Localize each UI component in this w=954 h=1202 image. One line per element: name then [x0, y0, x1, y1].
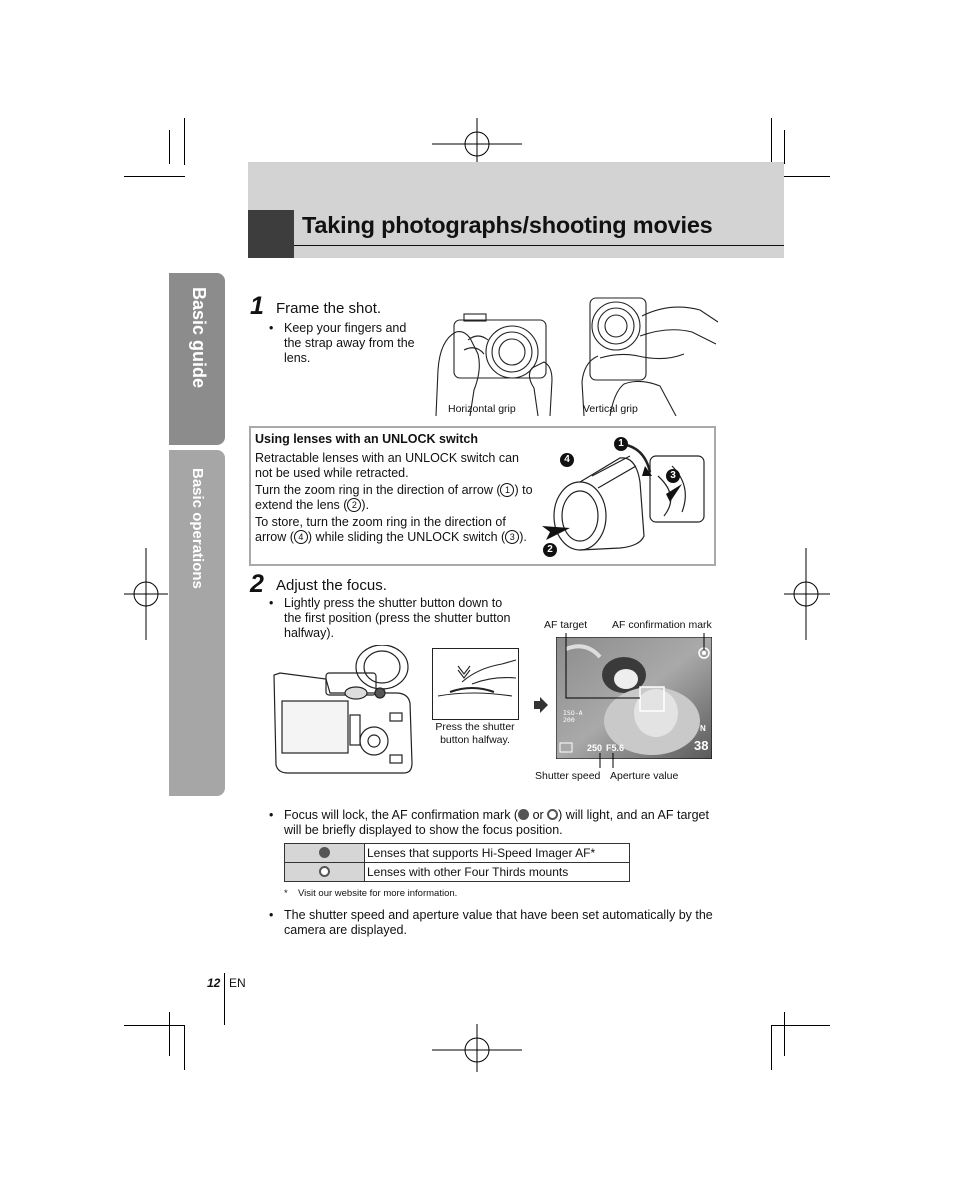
circled-number-4: 4 — [294, 530, 308, 544]
lcd-aperture: F5.6 — [606, 743, 625, 753]
text-fragment: ) while sliding the UNLOCK switch ( — [307, 530, 506, 544]
unlock-text-line: Retractable lenses with an UNLOCK switch can — [255, 451, 520, 465]
language-code: EN — [229, 976, 246, 990]
table-cell-text: Lenses with other Four Thirds mounts — [365, 863, 630, 882]
step-1-heading: Frame the shot. — [276, 300, 382, 317]
table-cell-icon — [285, 844, 365, 863]
lens-type-table — [284, 843, 630, 882]
focus-note-line — [284, 808, 709, 823]
focus-lock-note — [284, 808, 709, 838]
circled-number-3: 3 — [505, 530, 519, 544]
step-2-bullet-line: the first position (press the shutter button — [284, 611, 511, 625]
label-af-target: AF target — [544, 619, 588, 631]
step-1-bullet-line: the strap away from the — [284, 336, 415, 350]
caption-line: button halfway. — [440, 734, 510, 746]
table-row — [285, 844, 630, 863]
table-cell-icon — [285, 863, 365, 882]
text-fragment: Focus will lock, the AF confirmation mark ( — [284, 808, 519, 822]
label-aperture-value: Aperture value — [610, 770, 679, 782]
filled-dot-icon — [518, 809, 529, 820]
circled-number-1: 1 — [500, 483, 514, 497]
step-2-number: 2 — [250, 570, 264, 598]
text-fragment: arrow ( — [255, 530, 294, 544]
final-note-line: camera are displayed. — [284, 923, 407, 937]
lens-marker-4: 4 — [560, 453, 574, 467]
step-2-heading: Adjust the focus. — [276, 577, 387, 594]
final-note-line: • The shutter speed and aperture value that have been set automatically by the — [284, 908, 713, 922]
caption-line: Press the shutter — [435, 721, 515, 733]
text-fragment: ). — [519, 530, 527, 544]
page-number: 12 — [207, 976, 221, 990]
page-title: Taking photographs/shooting movies — [302, 212, 713, 238]
lcd-quality: N — [700, 724, 706, 733]
lcd-iso-line: ISO-A — [563, 709, 583, 717]
footer-divider — [224, 973, 225, 1025]
tab-basic-operations-label: Basic operations — [189, 468, 206, 589]
lcd-shots-remaining: 38 — [694, 738, 709, 753]
text-fragment: Turn the zoom ring in the direction of arrow ( — [255, 483, 501, 497]
footnote-marker: * — [284, 888, 288, 899]
circled-number-2: 2 — [347, 498, 361, 512]
focus-note-line: will be briefly displayed to show the focus position. — [284, 823, 563, 837]
label-shutter-speed: Shutter speed — [535, 770, 601, 782]
caption-horizontal-grip: Horizontal grip — [448, 403, 516, 415]
table-cell-text: Lenses that supports Hi-Speed Imager AF* — [365, 844, 630, 863]
unlock-text-line: not be used while retracted. — [255, 466, 409, 480]
ring-dot-icon — [319, 866, 330, 877]
lens-marker-1: 1 — [614, 437, 628, 451]
tab-basic-guide-label: Basic guide — [189, 287, 209, 389]
unlock-box-heading: Using lenses with an UNLOCK switch — [255, 432, 478, 446]
lcd-iso-line: 200 — [563, 716, 575, 724]
filled-dot-icon — [319, 847, 330, 858]
footnote-text: Visit our website for more information. — [298, 888, 458, 899]
step-2-bullet-line: halfway). — [284, 626, 335, 640]
label-af-confirmation-mark: AF confirmation mark — [612, 619, 712, 631]
step-1-bullet-line: lens. — [284, 351, 311, 365]
step-1-number: 1 — [250, 292, 264, 320]
step-1-bullet-line: • Keep your fingers and — [284, 321, 407, 335]
text-fragment: or — [529, 808, 548, 822]
lens-marker-2: 2 — [543, 543, 557, 557]
text-fragment: ). — [361, 498, 370, 512]
text-fragment: ) to — [514, 483, 533, 497]
ring-dot-icon — [547, 809, 558, 820]
text-fragment: extend the lens ( — [255, 498, 348, 512]
unlock-text-line: To store, turn the zoom ring in the direction of — [255, 515, 506, 529]
step-2-bullet-line: • Lightly press the shutter button down to — [284, 596, 503, 610]
caption-vertical-grip: Vertical grip — [583, 403, 638, 415]
lcd-shutter-speed: 250 — [587, 743, 603, 753]
table-row — [285, 863, 630, 882]
text-fragment: ) will light, and an AF target — [558, 808, 709, 822]
lens-marker-3: 3 — [666, 469, 680, 483]
final-note — [284, 908, 713, 938]
